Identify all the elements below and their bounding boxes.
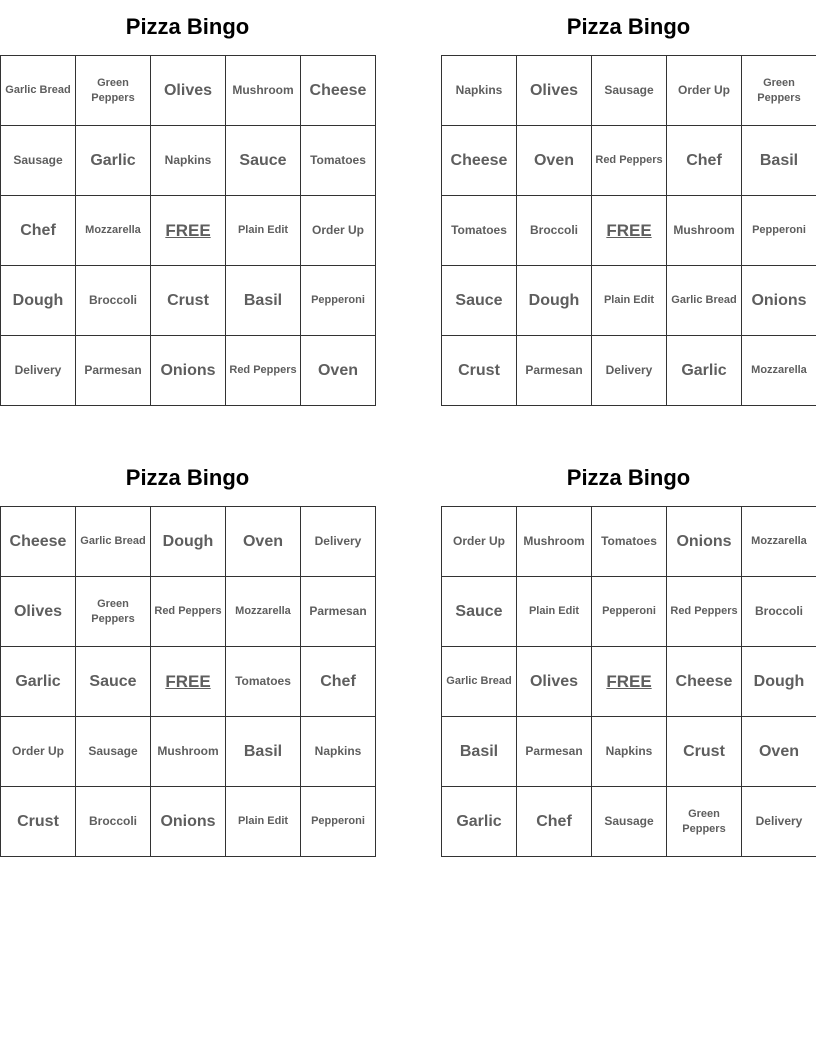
bingo-cell: Red Peppers [667,577,742,647]
bingo-cell: Sausage [76,717,151,787]
bingo-row [1,507,376,577]
card-title: Pizza Bingo [566,465,691,490]
bingo-row [442,507,816,577]
bingo-cell: Delivery [301,507,376,577]
free-space: FREE [151,647,226,717]
bingo-row [442,56,816,126]
bingo-cell: Pepperoni [301,266,376,336]
bingo-cell: Red Peppers [226,336,301,406]
bingo-cell: Crust [1,787,76,857]
bingo-cell: Crust [442,336,517,406]
bingo-cell: Plain Edit [226,787,301,857]
free-space: FREE [151,196,226,266]
bingo-cell: Sausage [592,787,667,857]
card-title: Pizza Bingo [125,465,250,490]
bingo-row [1,336,376,406]
bingo-cell: Cheese [301,56,376,126]
bingo-cell: Dough [1,266,76,336]
bingo-row [1,266,376,336]
bingo-cell: Plain Edit [517,577,592,647]
bingo-cell: Parmesan [517,717,592,787]
bingo-row [1,126,376,196]
bingo-cell: Sauce [442,266,517,336]
bingo-cell: Garlic [667,336,742,406]
bingo-cell: Garlic Bread [667,266,742,336]
bingo-cell: Garlic Bread [442,647,517,717]
bingo-grid [441,55,816,406]
bingo-row [1,56,376,126]
bingo-cell: Garlic [442,787,517,857]
bingo-cell: Napkins [151,126,226,196]
bingo-cell: Cheese [667,647,742,717]
bingo-cell: Tomatoes [226,647,301,717]
bingo-cell: Dough [517,266,592,336]
bingo-cell: Onions [151,787,226,857]
bingo-cell: Broccoli [742,577,816,647]
bingo-cell: Garlic [76,126,151,196]
bingo-cell: Delivery [1,336,76,406]
bingo-cell: Crust [151,266,226,336]
free-space: FREE [592,647,667,717]
bingo-cell: Parmesan [76,336,151,406]
bingo-cell: Chef [301,647,376,717]
bingo-cell: Onions [151,336,226,406]
bingo-cell: Plain Edit [592,266,667,336]
bingo-cell: Basil [226,717,301,787]
bingo-cell: Sauce [226,126,301,196]
bingo-cell: Dough [151,507,226,577]
bingo-cell: Garlic [1,647,76,717]
bingo-cell: Tomatoes [301,126,376,196]
bingo-row [442,266,816,336]
bingo-cell: Red Peppers [592,126,667,196]
bingo-cell: Sauce [76,647,151,717]
bingo-cell: Order Up [442,507,517,577]
bingo-cell: Tomatoes [592,507,667,577]
bingo-row [1,196,376,266]
bingo-cell: Cheese [442,126,517,196]
bingo-cell: Broccoli [76,266,151,336]
bingo-cell: Red Peppers [151,577,226,647]
bingo-cell: Order Up [1,717,76,787]
bingo-cell: Green Peppers [76,577,151,647]
bingo-cell: Green Peppers [742,56,816,126]
bingo-cell: Olives [517,647,592,717]
bingo-cell: Oven [301,336,376,406]
bingo-cell: Order Up [667,56,742,126]
bingo-cell: Sausage [1,126,76,196]
bingo-cell: Oven [226,507,301,577]
bingo-row [442,126,816,196]
bingo-cell: Parmesan [517,336,592,406]
bingo-row [442,647,816,717]
bingo-cell: Oven [742,717,816,787]
bingo-cell: Garlic Bread [76,507,151,577]
bingo-cell: Napkins [301,717,376,787]
bingo-row [442,787,816,857]
card-title: Pizza Bingo [125,14,250,39]
bingo-cell: Cheese [1,507,76,577]
bingo-cell: Crust [667,717,742,787]
card-title: Pizza Bingo [566,14,691,39]
bingo-cell: Garlic Bread [1,56,76,126]
bingo-cell: Mushroom [226,56,301,126]
bingo-row [1,717,376,787]
bingo-grid [441,506,816,857]
bingo-cell: Basil [742,126,816,196]
bingo-cell: Delivery [742,787,816,857]
bingo-cell: Mushroom [517,507,592,577]
bingo-cell: Plain Edit [226,196,301,266]
bingo-grid [0,55,376,406]
bingo-cell: Basil [442,717,517,787]
bingo-cell: Parmesan [301,577,376,647]
bingo-row [1,787,376,857]
bingo-cell: Mozzarella [76,196,151,266]
bingo-row [442,577,816,647]
bingo-row [442,717,816,787]
bingo-row [442,336,816,406]
bingo-row [442,196,816,266]
bingo-cell: Chef [517,787,592,857]
bingo-cell: Oven [517,126,592,196]
bingo-cell: Green Peppers [76,56,151,126]
bingo-cell: Delivery [592,336,667,406]
bingo-cell: Mozzarella [226,577,301,647]
bingo-cell: Napkins [442,56,517,126]
bingo-cell: Broccoli [517,196,592,266]
bingo-cell: Mozzarella [742,507,816,577]
bingo-cell: Mushroom [151,717,226,787]
bingo-cell: Tomatoes [442,196,517,266]
bingo-cell: Order Up [301,196,376,266]
bingo-cell: Olives [1,577,76,647]
bingo-cell: Green Peppers [667,787,742,857]
bingo-cell: Basil [226,266,301,336]
bingo-row [1,577,376,647]
bingo-cell: Onions [742,266,816,336]
bingo-cell: Olives [517,56,592,126]
bingo-cell: Pepperoni [592,577,667,647]
bingo-cell: Napkins [592,717,667,787]
bingo-cell: Broccoli [76,787,151,857]
bingo-cell: Mushroom [667,196,742,266]
free-space: FREE [592,196,667,266]
bingo-cell: Sauce [442,577,517,647]
bingo-cell: Pepperoni [742,196,816,266]
bingo-grid [0,506,376,857]
bingo-cell: Olives [151,56,226,126]
bingo-cell: Chef [667,126,742,196]
bingo-cell: Sausage [592,56,667,126]
bingo-cell: Onions [667,507,742,577]
bingo-cell: Chef [1,196,76,266]
bingo-cell: Dough [742,647,816,717]
bingo-cell: Mozzarella [742,336,816,406]
bingo-cell: Pepperoni [301,787,376,857]
bingo-row [1,647,376,717]
